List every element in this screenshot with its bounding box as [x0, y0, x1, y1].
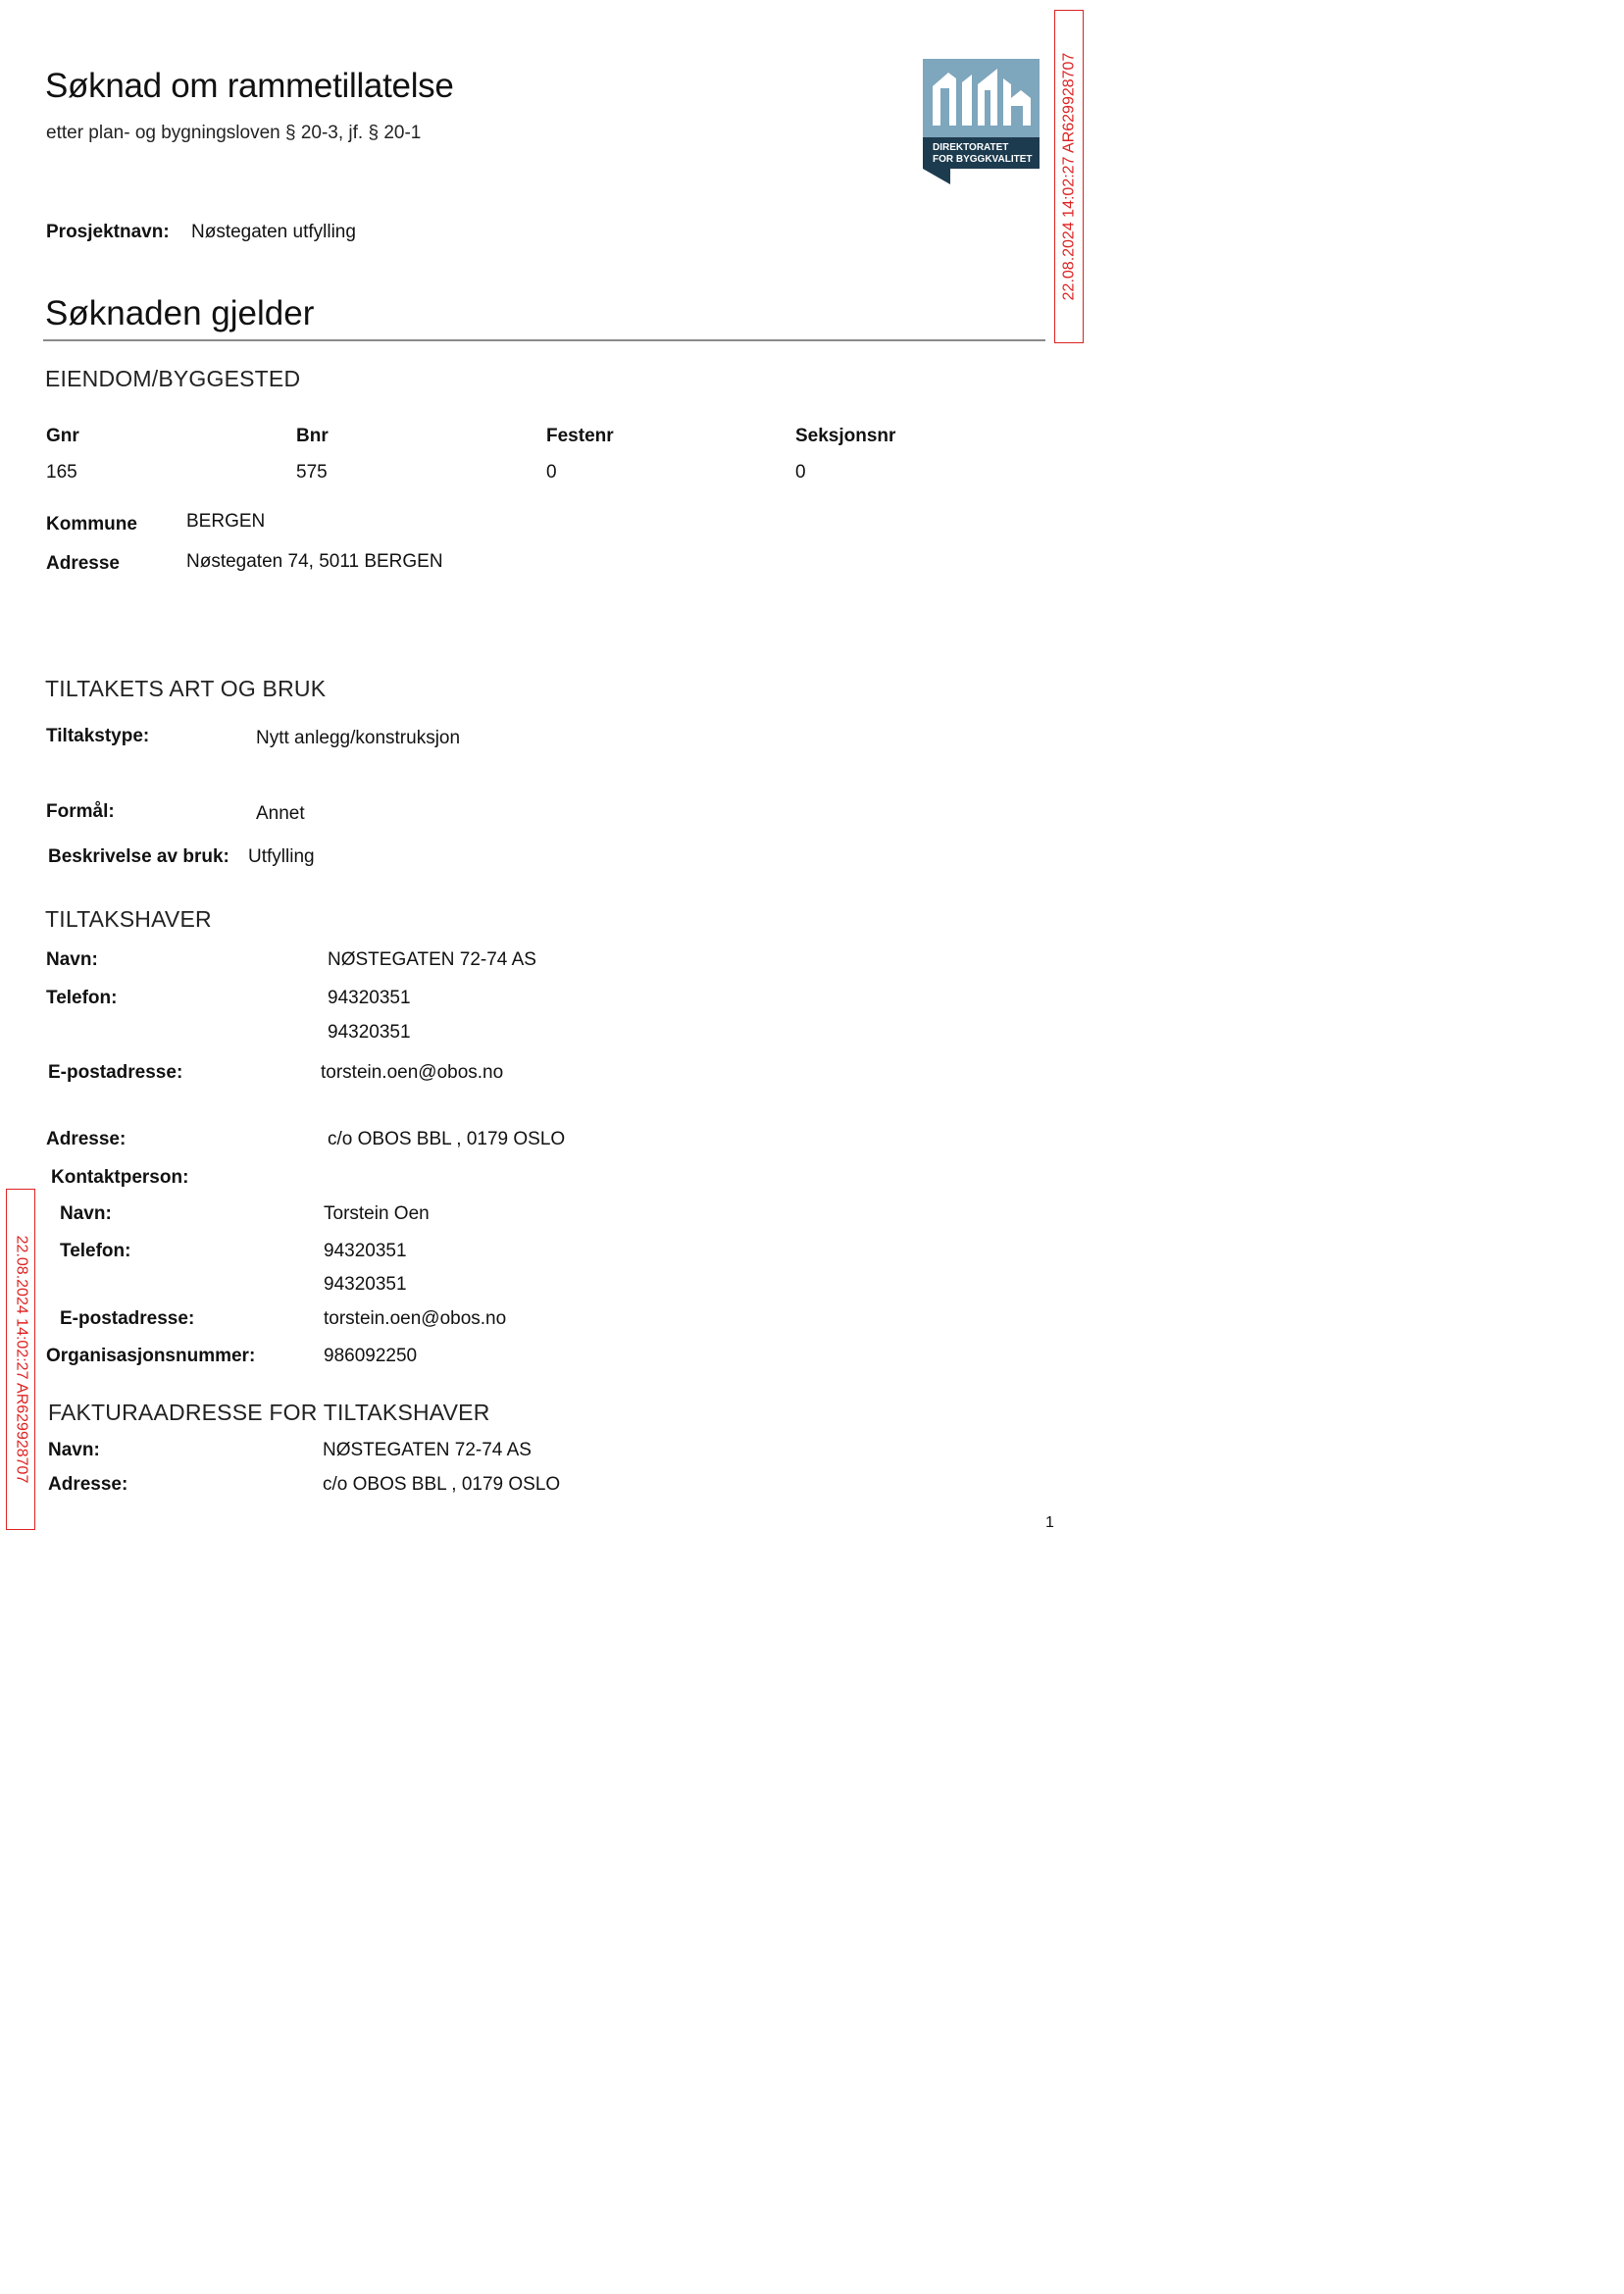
kontaktperson-label: Kontaktperson: [51, 1167, 189, 1188]
tiltakshaver-epost-value: torstein.oen@obos.no [321, 1062, 504, 1083]
bnr-value: 575 [296, 462, 328, 483]
tiltakshaver-adresse-value: c/o OBOS BBL , 0179 OSLO [328, 1129, 566, 1149]
orgnr-value: 986092250 [324, 1346, 418, 1366]
tiltakshaver-epost-label: E-postadresse: [48, 1062, 183, 1083]
gnr-value: 165 [46, 462, 77, 483]
tiltakshaver-navn-label: Navn: [46, 949, 98, 970]
eiendom-heading: EIENDOM/BYGGESTED [45, 366, 301, 391]
logo-line1: DIREKTORATET [933, 142, 1009, 153]
bnr-label: Bnr [296, 426, 329, 446]
tiltakshaver-heading: TILTAKSHAVER [45, 906, 212, 932]
project-value: Nøstegaten utfylling [191, 222, 356, 242]
tiltakshaver-navn-value: NØSTEGATEN 72-74 AS [328, 949, 536, 970]
tiltakstype-value: Nytt anlegg/konstruksjon [256, 728, 461, 748]
kommune-label: Kommune [46, 514, 137, 535]
beskrivelse-value: Utfylling [248, 846, 315, 867]
faktura-navn-label: Navn: [48, 1440, 100, 1460]
faktura-adresse-label: Adresse: [48, 1474, 128, 1495]
seksjonsnr-label: Seksjonsnr [795, 426, 896, 446]
stamp-text-bottom: 22.08.2024 14:02:27 AR629928707 [13, 1235, 29, 1484]
stamp-top [1054, 10, 1084, 343]
faktura-adresse-value: c/o OBOS BBL , 0179 OSLO [323, 1474, 561, 1495]
kontakt-navn-value: Torstein Oen [324, 1203, 430, 1224]
stamp-bottom [6, 1189, 35, 1530]
orgnr-label: Organisasjonsnummer: [46, 1346, 256, 1366]
adresse-label: Adresse [46, 553, 120, 574]
festenr-label: Festenr [546, 426, 614, 446]
faktura-navn-value: NØSTEGATEN 72-74 AS [323, 1440, 532, 1460]
gnr-label: Gnr [46, 426, 79, 446]
kontakt-navn-label: Navn: [60, 1203, 112, 1224]
tiltakshaver-telefon-value-2: 94320351 [328, 1022, 411, 1043]
kontakt-telefon-value-1: 94320351 [324, 1241, 407, 1261]
seksjonsnr-value: 0 [795, 462, 806, 483]
formal-value: Annet [256, 803, 305, 824]
tiltakshaver-telefon-value-1: 94320351 [328, 988, 411, 1008]
dibk-logo-icon [923, 59, 1040, 186]
section-title: Søknaden gjelder [45, 294, 315, 332]
dibk-logo [923, 59, 1040, 186]
kommune-value: BERGEN [186, 511, 266, 532]
kontakt-telefon-label: Telefon: [60, 1241, 131, 1261]
section-divider [43, 339, 1045, 341]
formal-label: Formål: [46, 801, 115, 822]
kontakt-epost-label: E-postadresse: [60, 1308, 195, 1329]
faktura-heading: FAKTURAADRESSE FOR TILTAKSHAVER [48, 1400, 490, 1425]
festenr-value: 0 [546, 462, 557, 483]
kontakt-epost-value: torstein.oen@obos.no [324, 1308, 507, 1329]
kontakt-telefon-value-2: 94320351 [324, 1274, 407, 1295]
tiltak-heading: TILTAKETS ART OG BRUK [45, 676, 327, 701]
project-label: Prosjektnavn: [46, 222, 170, 242]
tiltakstype-label: Tiltakstype: [46, 726, 150, 746]
stamp-text-top: 22.08.2024 14:02:27 AR629928707 [1060, 52, 1077, 301]
page-number: 1 [1045, 1514, 1054, 1531]
beskrivelse-label: Beskrivelse av bruk: [48, 846, 229, 867]
document-subtitle: etter plan- og bygningsloven § 20-3, jf. § 20-1 [46, 123, 422, 143]
logo-line2: FOR BYGGKVALITET [933, 154, 1033, 165]
tiltakshaver-telefon-label: Telefon: [46, 988, 118, 1008]
adresse-value: Nøstegaten 74, 5011 BERGEN [186, 551, 443, 572]
document-title: Søknad om rammetillatelse [45, 67, 454, 105]
tiltakshaver-adresse-label: Adresse: [46, 1129, 127, 1149]
